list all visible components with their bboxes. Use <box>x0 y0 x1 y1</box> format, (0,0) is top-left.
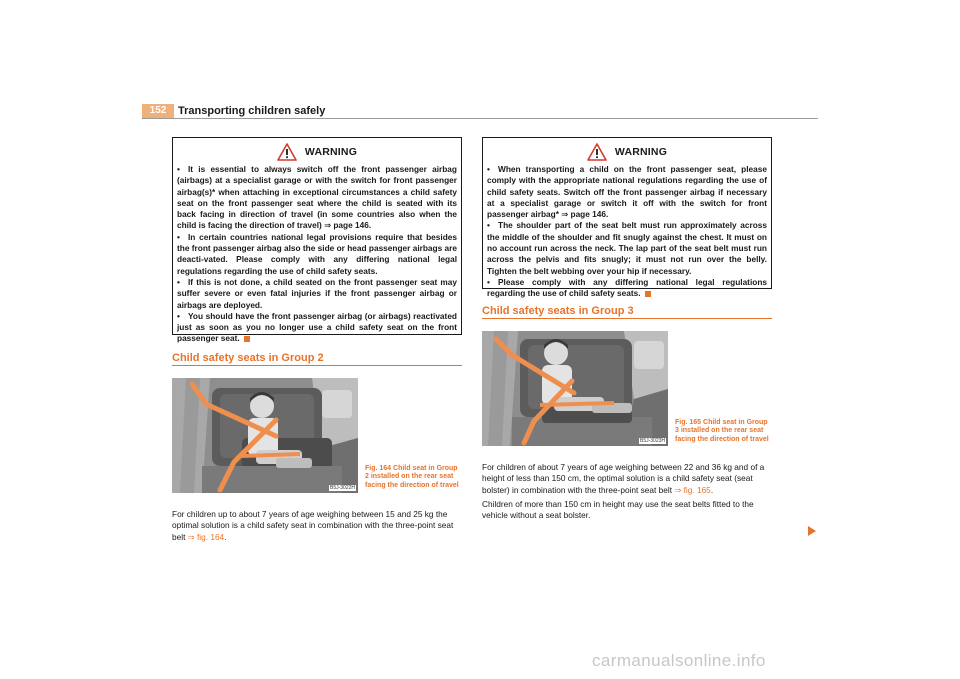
paragraph: For children of about 7 years of age weighing between 22 and 36 kg and of a height of less than 150 cm, the optimal solution is a child safety seat (seat bolster) in combination with the three-point seat belt ⇒ fig. 165. <box>482 462 765 495</box>
warning-header <box>177 142 457 162</box>
warning-item: • The shoulder part of the seat belt must run approximately across the middle of the shoulder and fit snugly against the chest. It must on no account run across the neck. The lap part of the seat belt must run across the pelvis and fits snugly; it must not run over the belly. Tighten the belt webbing over your hip if necessary. <box>487 220 767 276</box>
warning-triangle-icon <box>587 143 607 161</box>
bullet-icon: • <box>177 276 180 287</box>
bullet-icon: • <box>177 310 180 321</box>
chapter-title: Transporting children safely <box>178 105 326 117</box>
bullet-icon: • <box>487 220 490 231</box>
warning-header <box>487 142 767 162</box>
figure-165 <box>482 331 668 446</box>
paragraph: For children up to about 7 years of age weighing between 15 and 25 kg the optimal solution is a child safety seat in combination with the three-point seat belt ⇒ fig. 164. <box>172 509 454 542</box>
figure-code: B5J-3023H <box>639 438 665 444</box>
figure-reference-link[interactable]: ⇒ fig. 164 <box>187 531 225 542</box>
warning-item: • When transporting a child on the front passenger seat, please comply with the appropriate national regulations regarding the use of child safety seats. Switch off the front passenger airbag if necessary at a specialist garage or switch it off with the switch for front passenger airbag* ⇒ page 146. <box>487 164 767 220</box>
figure-164 <box>172 378 358 493</box>
figure-caption-164: Fig. 164 Child seat in Group 2 installed on the rear seat facing the direction of travel <box>365 465 459 489</box>
paragraph: Children of more than 150 cm in height may use the seat belts fitted to the vehicle without a seat bolster. <box>482 498 754 521</box>
warning-item: • It is essential to always switch off the front passenger airbag (airbags) at a specialist garage or with the switch for front passenger airbag(s)* when attaching in exceptional circumstances a child safety seat on the front passenger seat where the child is seated with its back facing in direction of travel (in some countries also when the child is facing the direction of travel) ⇒ page 146. <box>177 164 457 231</box>
section-end-icon <box>244 336 250 342</box>
figure-code: B5J-3022H <box>329 485 355 491</box>
next-page-arrow-icon[interactable] <box>808 526 816 536</box>
warning-box-right <box>482 137 772 299</box>
group-2-text <box>172 509 462 546</box>
group-3-text <box>482 462 772 524</box>
warning-item: • Please comply with any differing national legal regulations regarding the use of child safety seats. <box>487 276 767 299</box>
child-seat-group-2-illustration <box>172 378 358 493</box>
page-number: 152 <box>149 105 167 116</box>
figure-reference-link[interactable]: ⇒ fig. 165 <box>674 484 711 495</box>
section-heading-group-2: Child safety seats in Group 2 <box>172 352 324 364</box>
warning-triangle-icon <box>277 143 297 161</box>
warning-title: WARNING <box>614 146 668 158</box>
section-rule <box>172 365 462 366</box>
figure-caption-165: Fig. 165 Child seat in Group 3 installed on the rear seat facing the direction of travel <box>675 419 769 443</box>
warning-item: • If this is not done, a child seated on the front passenger seat may suffer severe or even fatal injuries if the front passenger airbag or airbags are deployed. <box>177 276 457 310</box>
warning-box-left <box>172 137 462 344</box>
bullet-icon: • <box>177 231 180 242</box>
warning-title: WARNING <box>304 146 358 158</box>
child-seat-group-3-illustration <box>482 331 668 446</box>
watermark: carmanualsonline.info <box>592 651 766 670</box>
header-rule <box>142 118 818 119</box>
warning-item: • In certain countries national legal provisions require that besides the front passenger airbag also the side or head passenger airbags are deacti-vated. Please comply with any differing national legal regulations regarding the use of child safety seats. <box>177 231 457 276</box>
bullet-icon: • <box>177 164 180 174</box>
warning-item: • You should have the front passenger airbag (or airbags) reactivated just as soon as you no longer use a child safety seat on the front passenger seat. <box>177 310 457 344</box>
bullet-icon: • <box>487 164 490 174</box>
bullet-icon: • <box>487 276 490 287</box>
section-end-icon <box>645 291 651 297</box>
section-heading-group-3: Child safety seats in Group 3 <box>482 305 634 317</box>
section-rule <box>482 318 772 319</box>
